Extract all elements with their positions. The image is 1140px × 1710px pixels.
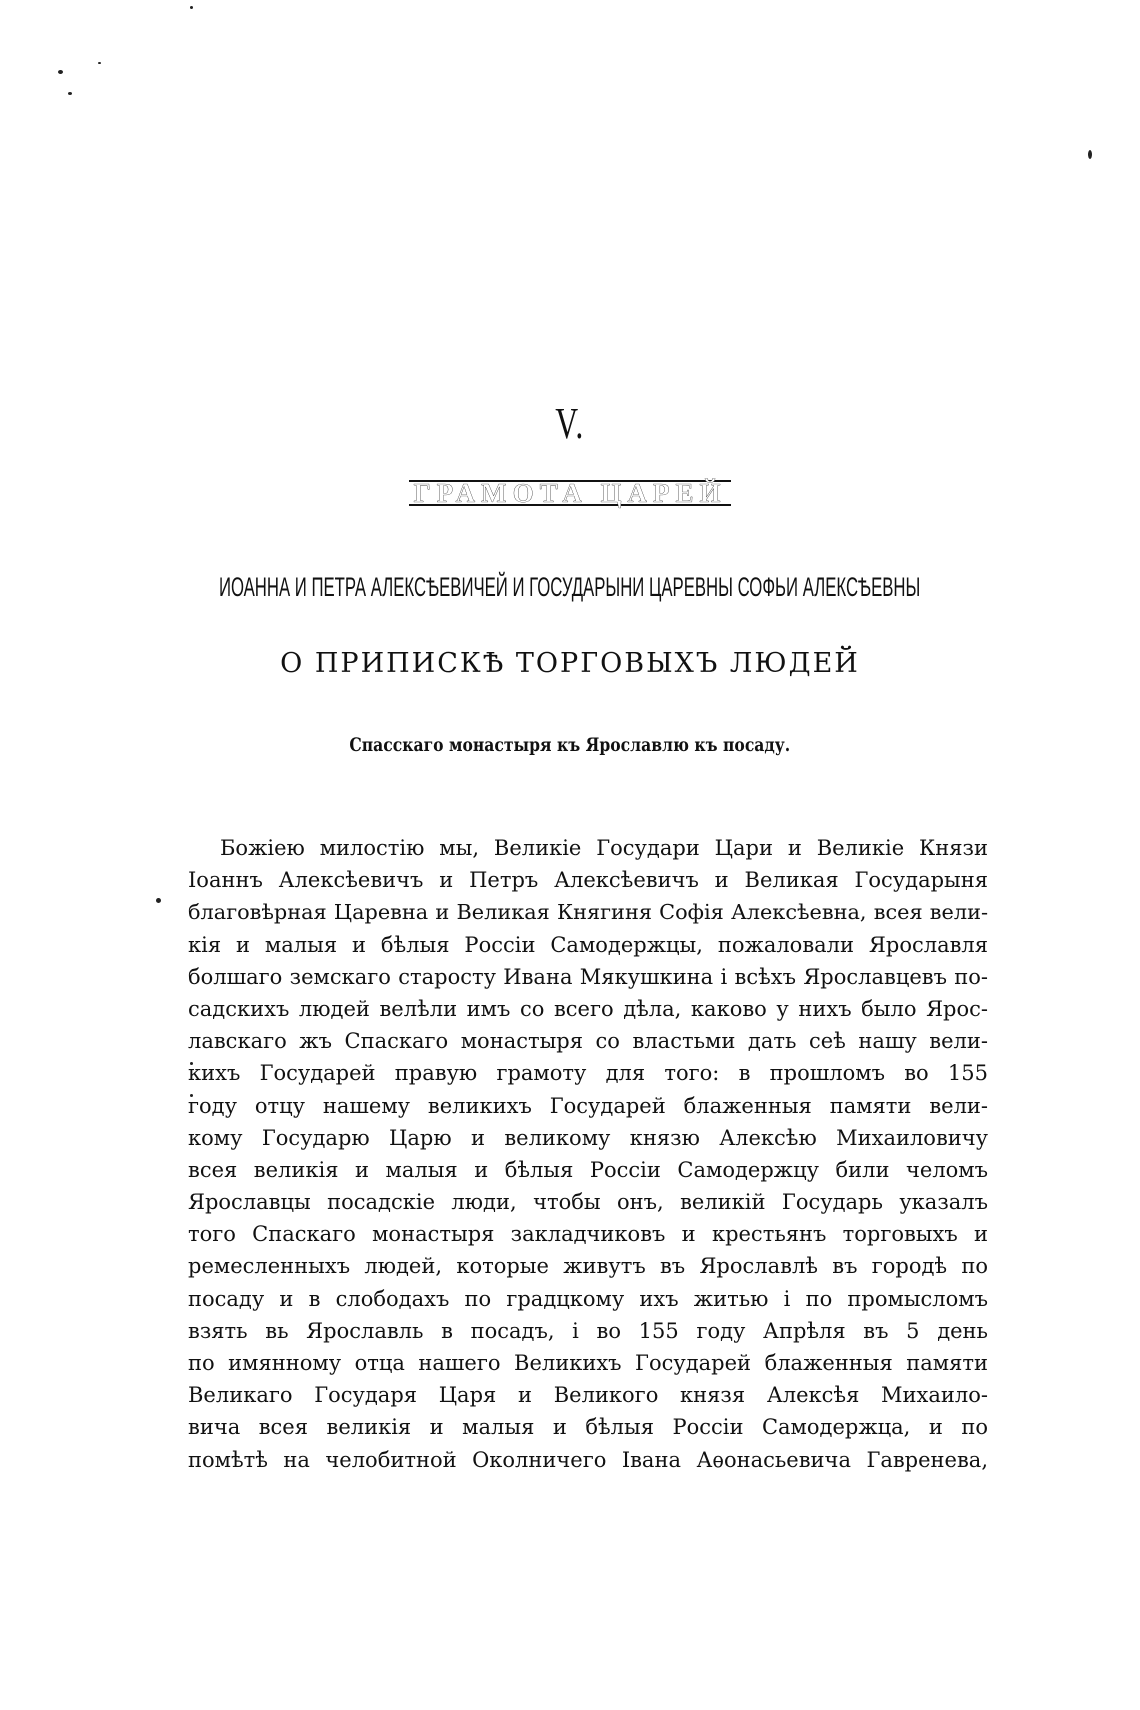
scan-speck [58, 70, 63, 74]
body-line: вича всея великiя и малыя и бѣлыя Россiи Самодержца, и по [188, 1415, 988, 1440]
section-numeral: V. [555, 399, 585, 448]
scan-speck [1088, 150, 1092, 159]
body-line: Великаго Государя Царя и Великого князя Алексѣя Михаило- [188, 1383, 988, 1408]
title-names-text: ИОАННА И ПЕТРА АЛЕКСѢЕВИЧЕЙ И ГОСУДАРЫНИ ЦАРЕВНЫ СОФЬИ АЛЕКСѢЕВНЫ [219, 572, 921, 602]
body-line: болшаго земскаго старосту Ивана Мякушкина i всѣхъ Ярославцевъ по- [188, 964, 988, 989]
scan-speck [156, 898, 161, 903]
title-gramota [0, 478, 1140, 509]
title-names [0, 572, 1140, 603]
body-line: посаду и в слободахъ по градцкому ихъ житью i по промысломъ [188, 1286, 988, 1311]
body-line: ремесленныхъ людей, которые живутъ въ Ярославлѣ въ городѣ по [188, 1254, 988, 1279]
title-gramota-text: ГРАМОТА ЦАРЕЙ [409, 480, 730, 506]
body-line: Ярославцы посадскiе люди, чтобы онъ, великiй Государь указалъ [188, 1190, 988, 1215]
title-monastery [0, 734, 1140, 756]
scan-speck [98, 62, 101, 64]
body-line: взять вь Ярославль в посадъ, i во 155 году Апрѣля въ 5 день [188, 1318, 988, 1343]
body-line: кому Государю Царю и великому князю Алексѣю Михаиловичу [188, 1125, 988, 1150]
body-text [188, 832, 988, 1476]
scan-speck [190, 6, 193, 9]
body-line: Божiею милостiю мы, Великiе Государи Цари и Великiе Князи [220, 836, 988, 860]
body-line: кихъ Государей правую грамоту для того: в прошломъ во 155 [188, 1061, 988, 1086]
body-line: лавскаго жъ Спаскаго монастыря со властьми дать сеѣ нашу вели- [188, 1029, 988, 1054]
body-line: году отцу нашему великихъ Государей блаженныя памяти вели- [188, 1093, 988, 1118]
body-line: того Спаскаго монастыря закладчиковъ и крестьянъ торговыхъ и [188, 1222, 988, 1247]
scan-speck [68, 92, 72, 95]
body-line: благовѣрная Царевна и Великая Княгиня Софiя Алексѣевна, всея вели- [188, 900, 988, 925]
body-line: садскихъ людей велѣли имъ со всего дѣла, каково у нихъ было Ярос- [188, 996, 988, 1021]
body-line: Iоаннъ Алексѣевичъ и Петръ Алексѣевичъ и Великая Государыня [188, 868, 988, 893]
title-monastery-text: Спасскаго монастыря къ Ярославлю къ посаду. [349, 734, 791, 756]
body-line: по имянному отца нашего Великихъ Государей блаженныя памяти [188, 1351, 988, 1375]
body-line: всея великiя и малыя и бѣлыя Россiи Самодержцу били челомъ [188, 1157, 988, 1182]
body-line: кiя и малыя и бѣлыя Россiи Самодержцы, пожаловали Ярославля [188, 932, 988, 957]
body-line: помѣтѣ на челобитной Околничего Iвана Аѳонасьевича Гавренева, [188, 1447, 988, 1472]
title-pripiske: О ПРИПИСКѢ ТОРГОВЫХЪ ЛЮДЕЙ [280, 648, 860, 679]
